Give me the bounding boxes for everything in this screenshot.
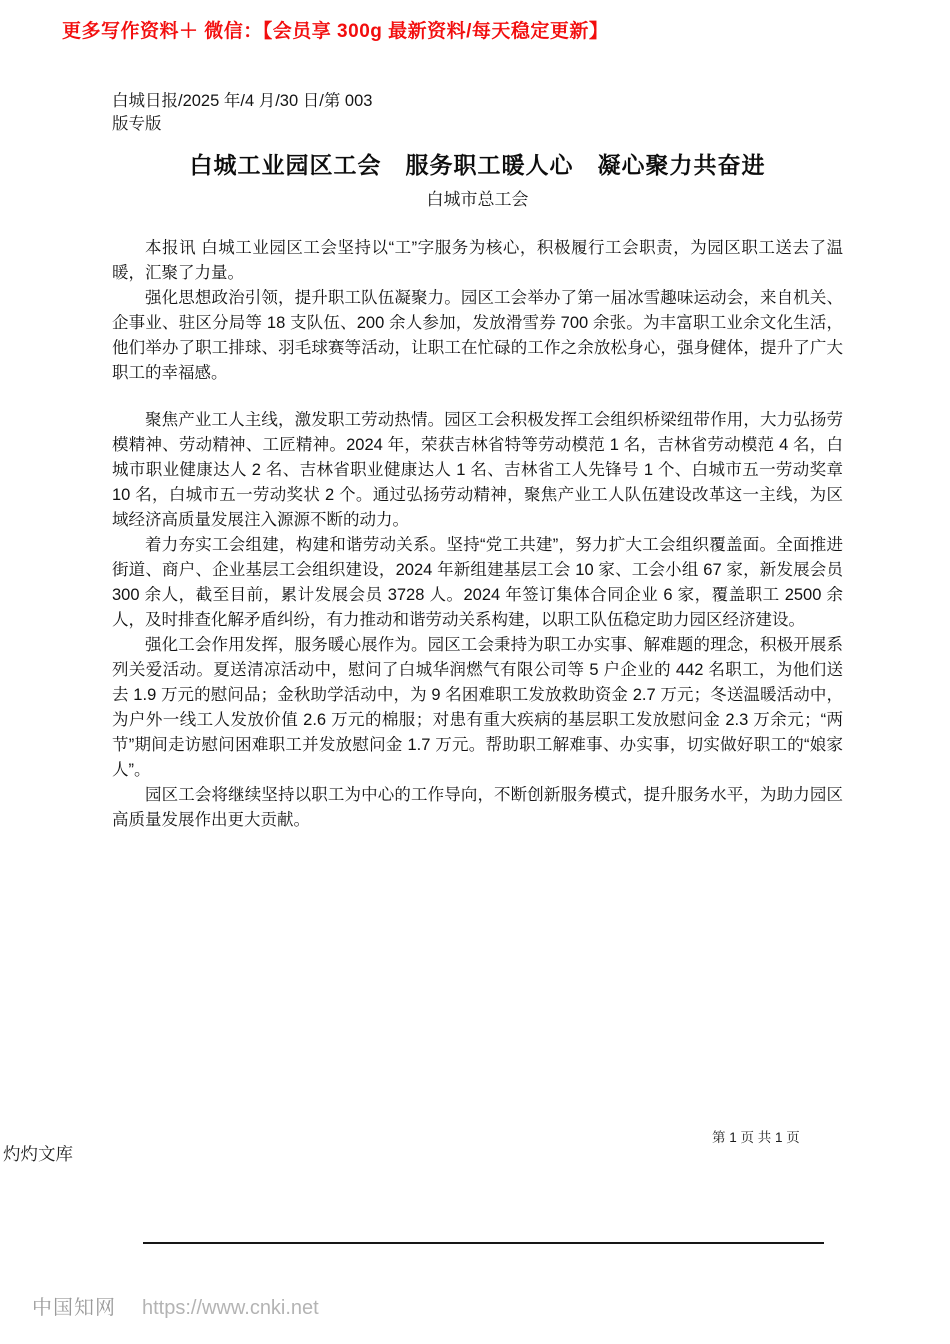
article-paragraph: 强化工会作用发挥，服务暖心展作为。园区工会秉持为职工办实事、解难题的理念，积极开展系列关爱活动。夏送清凉活动中，慰问了白城华润燃气有限公司等 5 户企业的 442 名职工，为他们送去 1.9 万元的慰问品；金秋助学活动中，为 9 名困难职工发放救助资金 2.7 万元；冬送温暖活动中，为户外一线工人发放价值 2.6 万元的棉服；对患有重大疾病的基层职工发放慰问金 2.3 万余元；“两节”期间走访慰问困难职工并发放慰问金 1.7 万元。帮助职工解难事、办实事，切实做好职工的“娘家人”。 [112,636,843,779]
cnki-site-url: https://www.cnki.net [142,1297,319,1319]
library-name-label: 灼灼文库 [3,1144,73,1164]
page-number-indicator: 第 1 页 共 1 页 [712,1130,800,1145]
article-paragraph: 聚焦产业工人主线，激发职工劳动热情。园区工会积极发挥工会组织桥梁纽带作用，大力弘扬劳模精神、劳动精神、工匠精神。2024 年，荣获吉林省特等劳动模范 1 名，吉林省劳动模范 4 名，白城市职业健康达人 2 名、吉林省职业健康达人 1 名、吉林省工人先锋号 1 个、白城市五一劳动奖章 10 名，白城市五一劳动奖状 2 个。通过弘扬劳动精神，聚焦产业工人队伍建设改革这一主线，为区域经济高质量发展注入源源不断的动力。 [112,411,843,529]
article-paragraph: 本报讯 白城工业园区工会坚持以“工”字服务为核心，积极履行工会职责，为园区职工送去了温暖，汇聚了力量。 [112,239,843,282]
article-author: 白城市总工会 [426,190,529,209]
article-paragraph: 着力夯实工会组建，构建和谐劳动关系。坚持“党工共建”，努力扩大工会组织覆盖面。全面推进街道、商户、企业基层工会组织建设，2024 年新组建基层工会 10 家、工会小组 67 家，新发展会员 300 余人，截至目前，累计发展会员 3728 人。2024 年签订集体合同企业 6 家，覆盖职工 2500 余人，及时排查化解矛盾纠纷，有力推动和谐劳动关系构建，以职工队伍稳定助力园区经济建设。 [112,536,843,629]
cnki-site-name: 中国知网 [32,1297,116,1319]
article-body [112,236,843,833]
article-title: 白城工业园区工会 服务职工暖人心 凝心聚力共奋进 [189,152,766,178]
promo-banner-text: 更多写作资料＋ 微信：【会员享 300g 最新资料/每天稳定更新】 [62,21,609,42]
footer-divider-line [143,1242,824,1244]
source-line-2: 版专版 [112,115,162,133]
cnki-watermark [32,1291,319,1320]
source-line-1: 白城日报/2025 年/4 月/30 日/第 003 [112,92,373,110]
document-page [112,90,843,833]
article-paragraph: 园区工会将继续坚持以职工为中心的工作导向，不断创新服务模式，提升服务水平，为助力园区高质量发展作出更大贡献。 [112,786,843,829]
article-paragraph: 强化思想政治引领，提升职工队伍凝聚力。园区工会举办了第一届冰雪趣味运动会，来自机关、企事业、驻区分局等 18 支队伍、200 余人参加，发放滑雪券 700 余张。为丰富职工业余文化生活，他们举办了职工排球、羽毛球赛等活动，让职工在忙碌的工作之余放松身心，强身健体，提升了广大职工的幸福感。 [112,289,843,382]
document-source [112,90,843,136]
